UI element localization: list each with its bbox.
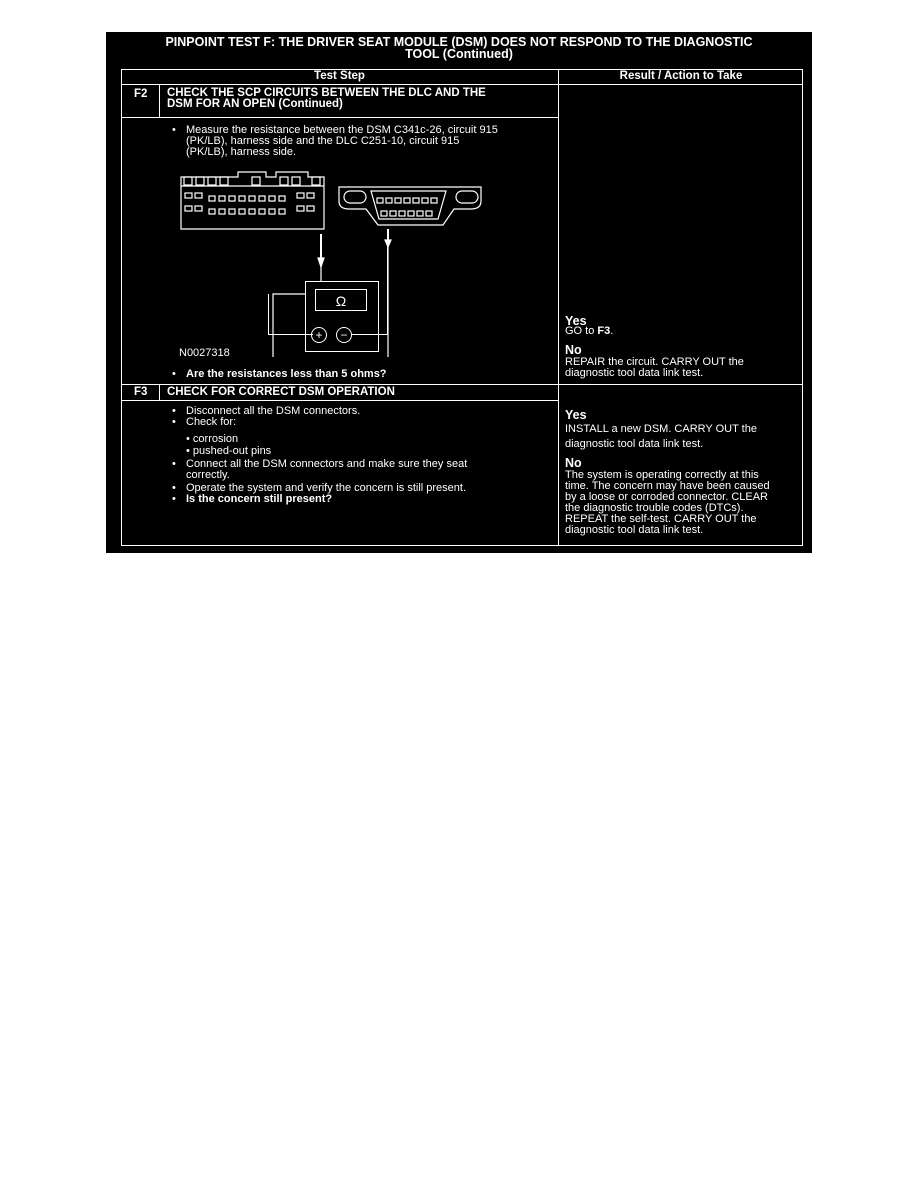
f3-yes-line-1: INSTALL a new DSM. CARRY OUT the (565, 423, 757, 435)
f2-yes-text (565, 326, 613, 337)
ohm-display: Ω (315, 289, 367, 311)
f3-no-line-4: the diagnostic trouble codes (DTCs). (565, 502, 744, 514)
f3-no-line-3: by a loose or corroded connector. CLEAR (565, 491, 769, 503)
f3-sub-2: • pushed-out pins (186, 445, 272, 457)
f2-instruction-line-3: (PK/LB), harness side. (186, 146, 297, 158)
header-test-step: Test Step (314, 70, 365, 82)
f3-step-2: Check for: (186, 416, 237, 428)
negative-terminal-icon: − (336, 327, 352, 343)
positive-terminal-icon: + (311, 327, 327, 343)
f2-yes-label: Yes (565, 314, 587, 328)
f3-step-3 (186, 459, 467, 481)
f3-yes-text (565, 422, 757, 452)
f3-sub-1: • corrosion (186, 433, 239, 445)
f3-no-text (565, 470, 770, 536)
figure-id: N0027318 (179, 347, 230, 359)
f2-instruction-line-1: Measure the resistance between the DSM C341c-26, circuit 915 (186, 124, 498, 136)
f3-step-3-line-1: Connect all the DSM connectors and make sure they seat (186, 458, 468, 470)
f3-no-line-2: time. The concern may have been caused (565, 480, 770, 492)
f3-question: Is the concern still present? (186, 493, 333, 505)
f3-no-line-6: diagnostic tool data link test. (565, 524, 704, 536)
ohmmeter (305, 281, 379, 352)
pinpoint-test-page (106, 32, 812, 553)
header-result: Result / Action to Take (619, 70, 743, 82)
step-title-f2-line-1: CHECK THE SCP CIRCUITS BETWEEN THE DLC AND THE (167, 87, 486, 99)
dsm-connector-c341c (181, 172, 324, 229)
f2-yes-prefix: GO to (565, 325, 598, 337)
f2-no-line-1: REPAIR the circuit. CARRY OUT the (565, 356, 744, 368)
f3-no-line-5: REPEAT the self-test. CARRY OUT the (565, 513, 757, 525)
step-title-f2 (167, 88, 486, 110)
bullet-icon: • (172, 493, 176, 505)
f2-no-label: No (565, 343, 582, 357)
bullet-icon: • (172, 368, 176, 380)
bullet-icon: • (172, 405, 176, 417)
f2-instruction (186, 125, 498, 158)
f3-step-3-line-2: correctly. (186, 469, 230, 481)
f2-instruction-line-2: (PK/LB), harness side and the DLC C251-10, circuit 915 (186, 135, 460, 147)
f2-yes-link: F3 (597, 325, 611, 337)
bullet-icon: • (172, 124, 176, 136)
title-line-1: PINPOINT TEST F: THE DRIVER SEAT MODULE (DSM) DOES NOT RESPOND TO THE DIAGNOSTIC (165, 35, 753, 49)
step-id-f2: F2 (134, 88, 148, 100)
step-title-f3: CHECK FOR CORRECT DSM OPERATION (167, 386, 395, 398)
f3-step-1: Disconnect all the DSM connectors. (186, 405, 361, 417)
f3-no-label: No (565, 456, 582, 470)
f2-yes-suffix: . (610, 325, 614, 337)
page-title (106, 36, 812, 60)
f3-yes-line-2: diagnostic tool data link test. (565, 438, 704, 450)
f3-step-4: Operate the system and verify the concern is still present. (186, 482, 467, 494)
bullet-icon: • (172, 416, 176, 428)
f2-no-text (565, 357, 744, 379)
step-title-f2-line-2: DSM FOR AN OPEN (Continued) (167, 98, 343, 110)
step-id-f3: F3 (134, 386, 148, 398)
f2-question: Are the resistances less than 5 ohms? (186, 368, 387, 380)
dlc-connector-c251 (339, 187, 481, 225)
f3-no-line-1: The system is operating correctly at this (565, 469, 759, 481)
title-line-2: TOOL (Continued) (405, 47, 513, 61)
bullet-icon: • (172, 458, 176, 470)
f3-yes-label: Yes (565, 408, 587, 422)
bullet-icon: • (172, 482, 176, 494)
f2-no-line-2: diagnostic tool data link test. (565, 367, 704, 379)
